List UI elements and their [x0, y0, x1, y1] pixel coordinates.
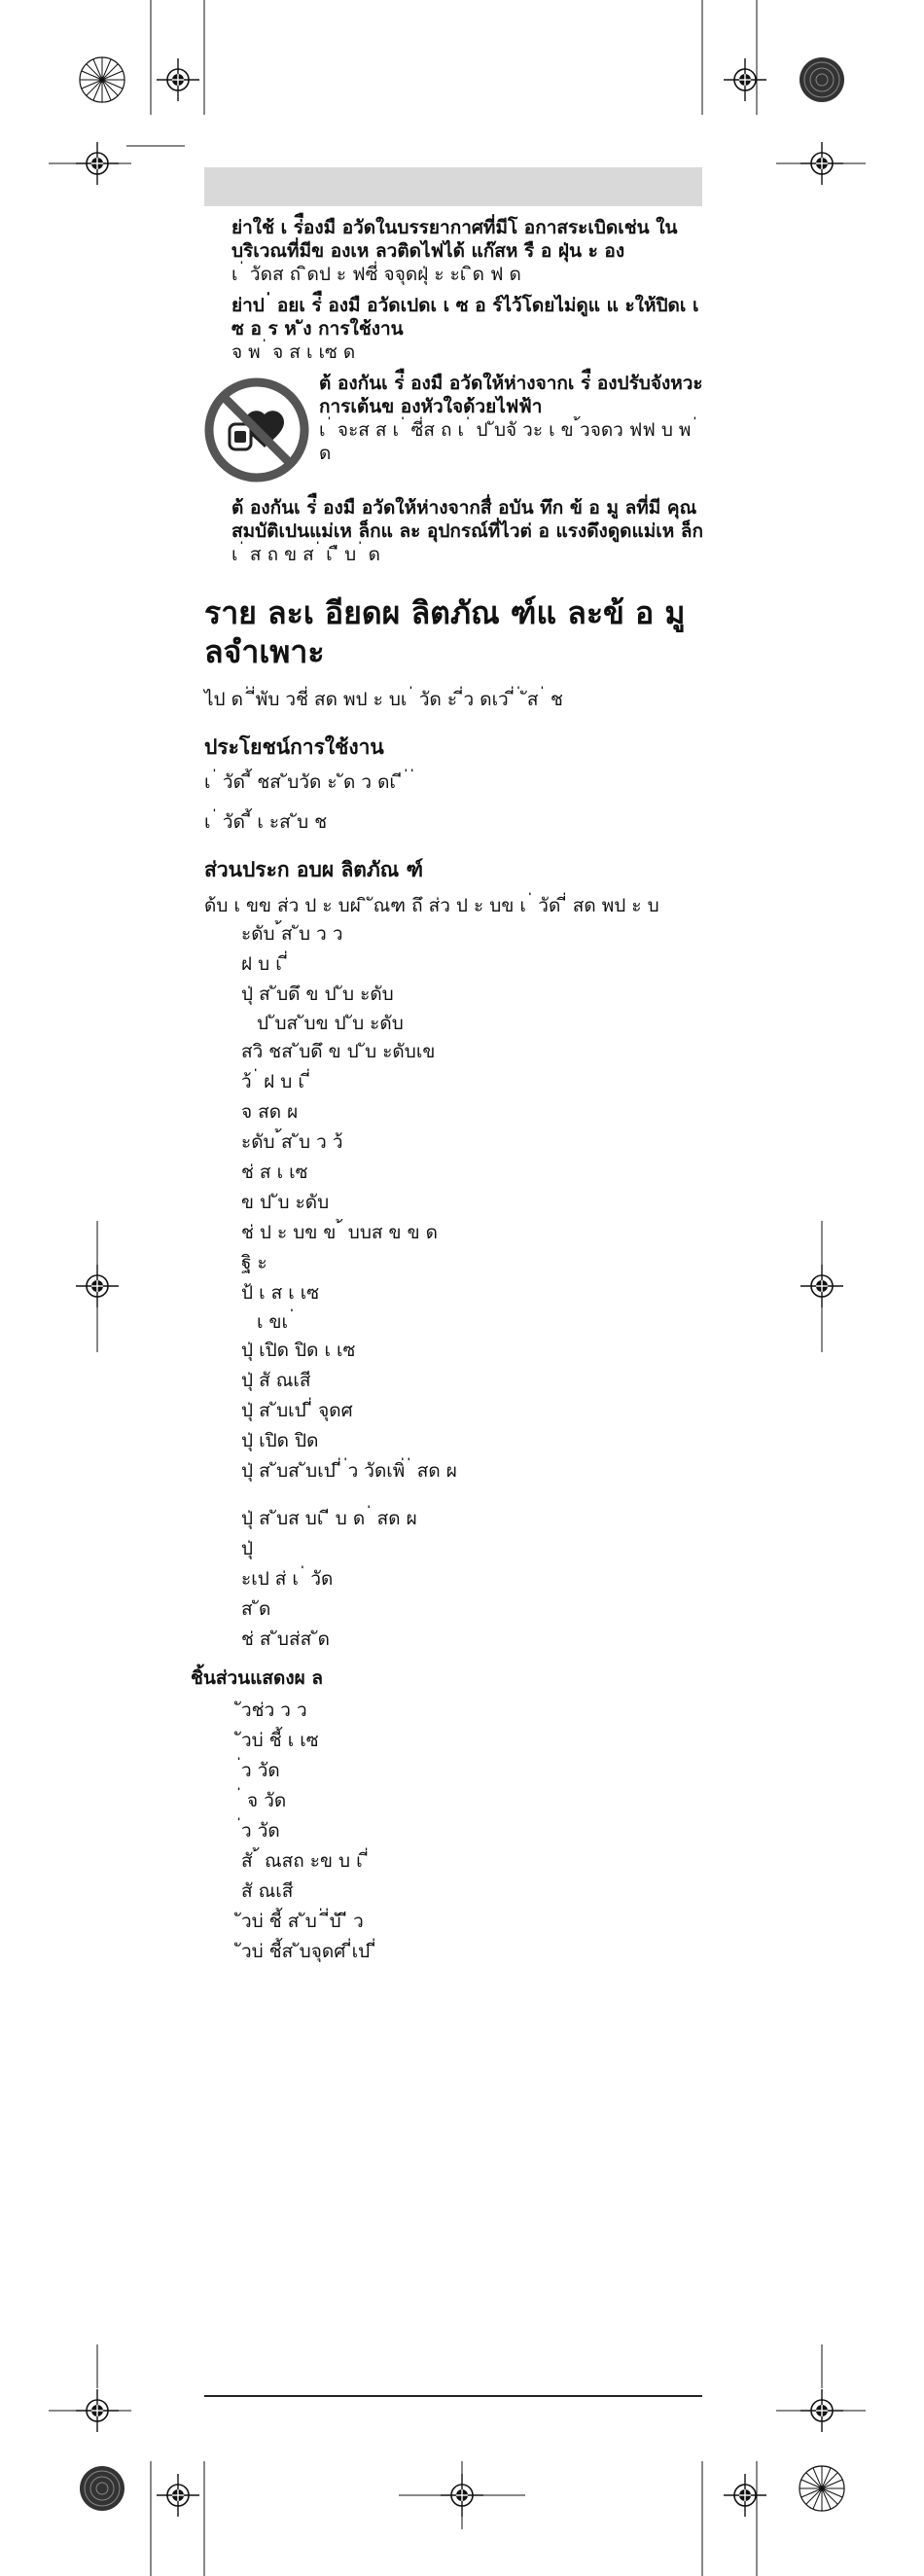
- display-list-item: ัวช่ว ว ว: [241, 1699, 307, 1721]
- display-list-item: ัวบ่ ชี้ส ับจุดศ ี่เป ี่: [241, 1941, 376, 1962]
- warning-2-plain: จ พ ่ จ ส เ เซ ด: [231, 341, 356, 363]
- parts-list-item: ข ป ับ ะดับ: [241, 1192, 330, 1213]
- usage-heading: ประโยชน์การใช้งาน: [204, 735, 384, 759]
- parts-list-item: ะดับ ้ส ับ ว ว้: [241, 1131, 343, 1153]
- parts-list-item: ช่ ส ับส่ส ัด: [241, 1628, 330, 1650]
- parts-list-item: ฐิ ะ: [241, 1252, 267, 1273]
- parts-heading: ส่วนประก อบผ ลิตภัณ ฑ์: [204, 858, 424, 881]
- header-bar: [204, 167, 702, 206]
- parts-list-item: ด้บ เ ขข ส่ว ป ะ บผ ิ ัณฑ ถึ ส่ว ป ะ บข เ ่ วัด ี่ สด พป ะ บ: [204, 895, 659, 916]
- parts-list-item: ปุ่ เปิด ปิด: [241, 1430, 319, 1451]
- usage-line-1: เ ่ วัด ี้ ชส ับวัด ะ ัด ว ดเ ี ่ ่: [204, 771, 415, 793]
- warning-3: [204, 372, 710, 483]
- parts-list-item: ปุ่ ส ับเป ี่ จุดศ: [241, 1400, 353, 1421]
- display-list-item: ่ว วัด: [241, 1820, 280, 1842]
- parts-list-item: ะเป ส่ เ ่ วัด: [241, 1568, 334, 1590]
- warning-4: [231, 496, 710, 566]
- parts-list-item: ปุ่ ส ับดึ ข ป ับ ะดับ: [241, 984, 394, 1005]
- warning-1: [231, 216, 710, 286]
- display-heading: ชิ้นส่วนแสดงผ ล: [191, 1667, 323, 1689]
- usage-line-2: เ ่ วัด ี้ เ ะส ับ ช: [204, 811, 328, 833]
- footer-rule: [204, 2395, 702, 2397]
- warning-3-plain: เ ่ จะส ส เ ่ ซี่ส ถ เ ่ ป ับจั วะ เ ข ้วจดว ฟฟ บ พ ่ ด: [319, 419, 697, 464]
- no-pacemaker-icon: [204, 377, 309, 483]
- parts-list-item: ว้ ่ ฝ บ เ ี่: [241, 1071, 311, 1092]
- parts-list-item: ช่ ส เ เซ: [241, 1162, 308, 1183]
- warning-2: [231, 294, 710, 364]
- warning-4-bold: ต้ องกันเ ร่ื องมื อวัดให้ห่างจากสื่ อบัน ทึก ข้ อ มู ลที่มี คุณสมบัติเปนแม่เห ล็กแ ละ อุปกรณ์ที่ไวต่ อ แรงดึงดูดแม่เห ล็ก: [231, 497, 704, 542]
- display-list-item: สั ณเสี: [241, 1880, 294, 1902]
- display-list-item: ่ จ วัด: [241, 1790, 287, 1811]
- display-list-item: สั ้ ณสถ ะข บ เ ี่: [241, 1850, 370, 1872]
- display-list-item: ัวบ่ ชี้ เ เซ: [241, 1730, 319, 1751]
- warning-4-plain: เ ่ ส ถ ข ส ่ เ ื บ ่ ด: [231, 544, 380, 565]
- intro-text: ไป ด ่ ี่พับ วชี่ สด พป ะ บเ ่ วัด ะ ี่ว ดเว ี่ ่ ัส ่ ช: [204, 689, 563, 710]
- parts-list-item: สวิ ชส ับดึ ข ป ับ ะดับเข: [241, 1041, 436, 1062]
- parts-list-item: ปุ่ ส ับส บเ ี บ ด ่ สด ผ: [241, 1508, 417, 1529]
- parts-list-item: ปุ่: [241, 1538, 254, 1559]
- parts-list-item: ส ัด: [241, 1598, 271, 1620]
- parts-list-item: ฝ บ เ ี่: [241, 953, 289, 975]
- document-body: [191, 216, 710, 1967]
- display-list-item: ่ว วัด: [241, 1760, 280, 1781]
- display-list: [204, 1696, 710, 1967]
- parts-list: [204, 892, 710, 1655]
- parts-list-item: ปุ่ สั ณเสี: [241, 1370, 311, 1391]
- parts-list-item: เ ขเ ่: [257, 1311, 295, 1333]
- warning-3-bold: ต้ องกันเ ร่ื องมื อวัดให้ห่างจากเ ร่ื องปรับจังหวะการเต้นข องหัวใจด้วยไฟฟ้า: [319, 373, 703, 417]
- warning-1-plain: เ ่ วัดส ถ ิดป ะ ฟซี่ จจุดฝุ่ ะ ะเ ิด ฟ ด: [231, 264, 521, 285]
- section-title: ราย ละเ อียดผ ลิตภัณ ฑ์แ ละข้ อ มู ลจำเพาะ: [204, 594, 686, 670]
- parts-list-item: ป้ เ ส เ เซ: [241, 1282, 320, 1304]
- warning-1-bold: ย่าใช้ เ ร่ืองมื อวัดในบรรยากาศที่มีโ อกาสระเบิดเช่น ในบริเวณที่มีข องเห ลวติดไฟได้ แก๊สห รื อ ฝุ่น ะ อง: [231, 217, 678, 262]
- parts-list-item: ป ับส ับข ป ับ ะดับ: [257, 1013, 404, 1034]
- parts-list-item: ช่ ป ะ บข ข ้ บบส ข ข ด: [241, 1222, 438, 1243]
- parts-list-item: ะดับ ้ส ับ ว ว: [241, 923, 343, 945]
- parts-list-item: จ สด ผ: [241, 1101, 299, 1123]
- display-list-item: ัวบ่ ชี้ ส ับ ่ ี่บั ี ว: [241, 1911, 364, 1932]
- parts-list-item: ปุ่ ส ับส ับเป ี่ ่ว วัดเพิ่ ่ สด ผ: [241, 1460, 457, 1482]
- warning-2-bold: ย่าป ่ อยเ ร่ื องมื อวัดเปดเ เ ซ อ ร์ไว้โดยไม่ดูแ แ ะให้ปิดเ เ ซ อ ร ห ัง การใช้งาน: [231, 295, 699, 340]
- parts-list-item: ปุ่ เปิด ปิด เ เซ: [241, 1340, 356, 1361]
